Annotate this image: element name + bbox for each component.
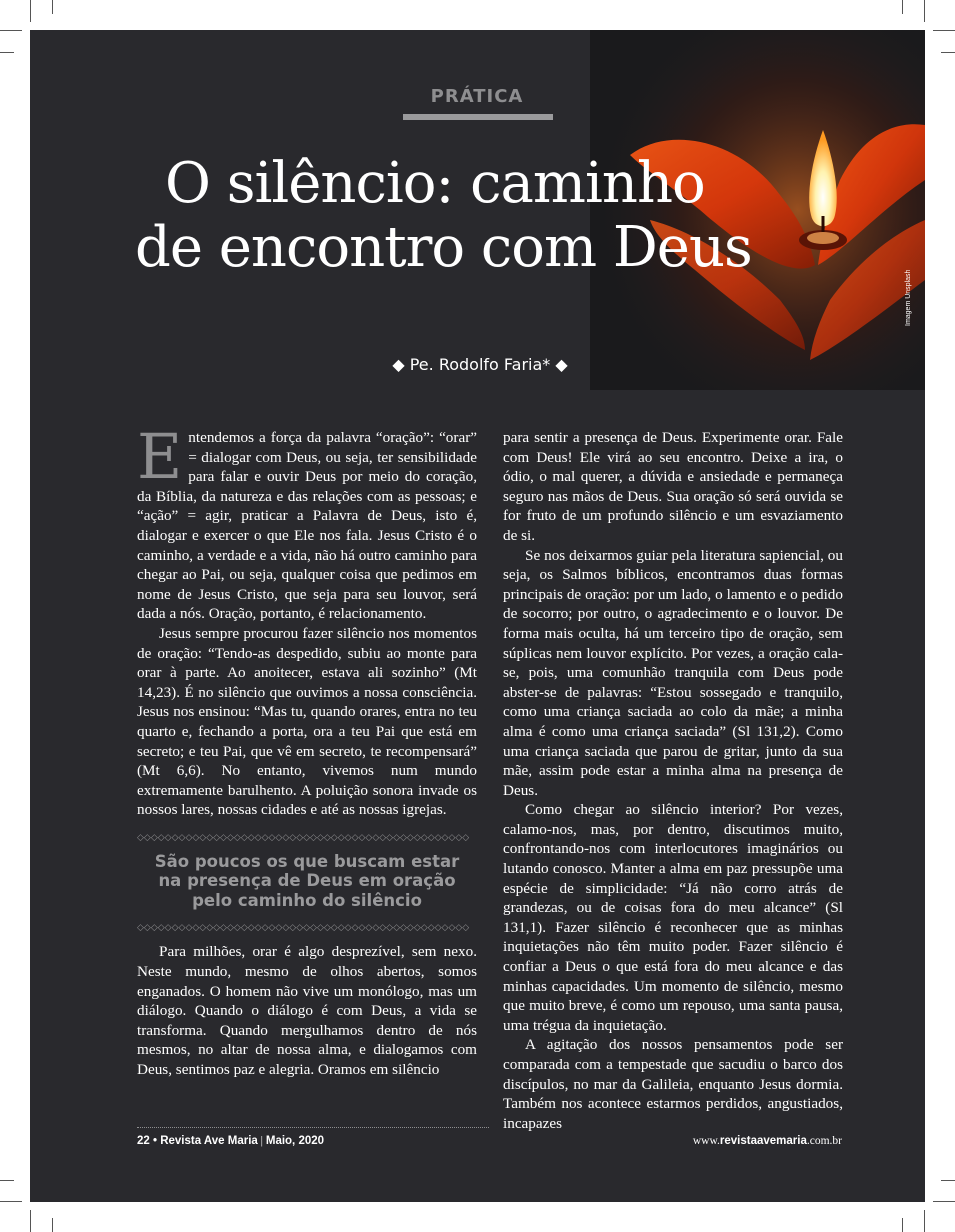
title-line-2: de encontro com Deus <box>135 215 752 280</box>
footer-dotted-rule <box>137 1127 489 1128</box>
section-label: PRÁTICA <box>430 86 524 107</box>
paragraph: Se nos deixarmos guiar pela literatura sapiencial, ou seja, os Salmos bíblicos, encontramos duas formas principais de oração: por um lado, o lamento e o pedido de socorro; por outro, o agradecimento e o louvor. De forma mais oculta, há um terceiro tipo de oração, sem súplicas nem louvor explícito. Por vezes, a oração cala-se, pois, uma comunhão tranquila com Deus pode abster-se de palavras: “Estou sossegado e tranquilo, como uma criança saciada ao colo da mãe; a minha alma é como uma criança saciada” (Sl 131,2). Como uma criança saciada que parou de gritar, junto da sua mãe, assim pode estar a minha alma na presença de Deus. <box>503 546 843 799</box>
crop-mark <box>0 52 14 53</box>
crop-mark <box>0 30 22 31</box>
paragraph: Como chegar ao silêncio interior? Por vezes, calamo-nos, mas, por dentro, discutimos muito, confrontando-nos com interlocutores imaginários ou lutando conosco. Manter a alma em paz pressupõe uma espécie de simplicidade: “Já não corro atrás de grandezas, ou de coisas fora do meu alcance” (Sl 131,1). Fazer silêncio é reconhecer que as minhas inquietações não têm muito poder. Fazer silêncio é confiar a Deus o que está fora do meu alcance e das minhas capacidades. Um momento de silêncio, mesmo que muito breve, é como um repouso, uma santa pausa, uma trégua da inquietação. <box>503 801 843 1034</box>
crop-mark <box>933 30 955 31</box>
pull-quote-line: pelo caminho do silêncio <box>192 890 422 910</box>
paragraph: Jesus sempre procurou fazer silêncio nos momentos de oração: “Tendo-as despedido, subiu ao monte para orar à parte. Ao anoitecer, estava ali sozinho” (Mt 14,23). É no silêncio que ouvimos a nossa consciência. Jesus nos ensinou: “Mas tu, quando orares, entra no teu quarto e, fechando a porta, ora a teu Pai que está em secreto; e teu Pai, que vê em secreto, te recompensará” (Mt 6,6). No entanto, vivemos num mundo extremamente barulhento. A poluição sonora invade os nossos lares, nossas cidades e até as nossas igrejas. <box>137 624 477 819</box>
paragraph: Para milhões, orar é algo desprezível, sem nexo. Neste mundo, mesmo de olhos abertos, somos enganados. O homem não vive um monólogo, mas um diálogo. Quando o diálogo é com Deus, a vida se transforma. Quando mergulhamos dentro de nós mesmos, no altar de nossa alma, e dialogamos com Deus, sentimos paz e alegria. Oramos em silêncio <box>137 943 477 1078</box>
ornament-divider: ◇◇◇◇◇◇◇◇◇◇◇◇◇◇◇◇◇◇◇◇◇◇◇◇◇◇◇◇◇◇◇◇◇◇◇◇◇◇◇◇◇◇◇◇◇◇◇◇ <box>137 922 470 933</box>
pull-quote-line: São poucos os que buscam estar <box>154 851 460 871</box>
column-right <box>503 428 843 1133</box>
crop-mark <box>0 1201 22 1202</box>
photo-credit: Imagem Unsplash <box>905 269 912 326</box>
footer-folio <box>137 1135 324 1147</box>
ornament-divider: ◇◇◇◇◇◇◇◇◇◇◇◇◇◇◇◇◇◇◇◇◇◇◇◇◇◇◇◇◇◇◇◇◇◇◇◇◇◇◇◇◇◇◇◇◇◇◇◇ <box>137 831 470 842</box>
crop-mark <box>902 0 903 14</box>
url-brand: revistaavemaria <box>719 1135 807 1147</box>
folio-page: 22 • Revista Ave Maria <box>137 1135 258 1147</box>
article-title <box>135 152 775 280</box>
drop-cap: E <box>137 420 183 493</box>
folio-separator: | <box>260 1135 263 1147</box>
folio-date: Maio, 2020 <box>265 1135 325 1147</box>
author-byline: ◆ Pe. Rodolfo Faria* ◆ <box>392 355 568 374</box>
crop-mark <box>924 1210 925 1232</box>
crop-mark <box>902 1218 903 1232</box>
paragraph: para sentir a presença de Deus. Experimente orar. Fale com Deus! Ele virá ao seu encontro. Deixe a ira, o ódio, o mal querer, a dúvida e ansiedade e permaneça seguro nas mãos de Deus. Sua oração só será ouvida se for fruto de um profundo silêncio e um esvaziamento de si. <box>503 429 843 544</box>
crop-mark <box>933 1201 955 1202</box>
magazine-page <box>30 30 925 1202</box>
title-line-1: O silêncio: caminho <box>165 151 705 216</box>
crop-mark <box>941 1180 955 1181</box>
column-left <box>137 420 477 1080</box>
paragraph-text: ntendemos a força da palavra “oração”: “orar” = dialogar com Deus, ou seja, ter sensibilidade para falar e ouvir Deus por meio do coração, da Bíblia, da natureza e das relações com as pessoas; e “ação” = agir, praticar a Palavra de Deus, isto é, dialogar e exercer o que Ele nos fala. Jesus Cristo é o caminho, a verdade e a vida, não há outro caminho para chegar ao Pai, ou seja, qualquer coisa que pedimos em nome de Jesus Cristo, que seja para seu louvor, será dada a nós. Oração, portanto, é relacionamento. <box>137 429 477 623</box>
crop-mark <box>52 0 53 14</box>
section-underline <box>403 114 553 120</box>
crop-mark <box>941 52 955 53</box>
pull-quote-line: na presença de Deus em oração <box>158 871 456 891</box>
crop-mark <box>0 1180 14 1181</box>
url-prefix: www. <box>692 1135 720 1147</box>
crop-mark <box>30 0 31 22</box>
footer-website[interactable] <box>670 1135 842 1147</box>
paragraph: A agitação dos nossos pensamentos pode ser comparada com a tempestade que sacudiu o barco dos discípulos, no mar da Galileia, enquanto Jesus dormia. Também nos acontece estarmos perdidos, angustiados, incapazes <box>503 1036 843 1132</box>
pull-quote <box>137 852 477 911</box>
paragraph <box>137 420 477 624</box>
url-suffix: .com.br <box>806 1135 842 1147</box>
crop-mark <box>30 1210 31 1232</box>
crop-mark <box>52 1218 53 1232</box>
crop-mark <box>924 0 925 22</box>
